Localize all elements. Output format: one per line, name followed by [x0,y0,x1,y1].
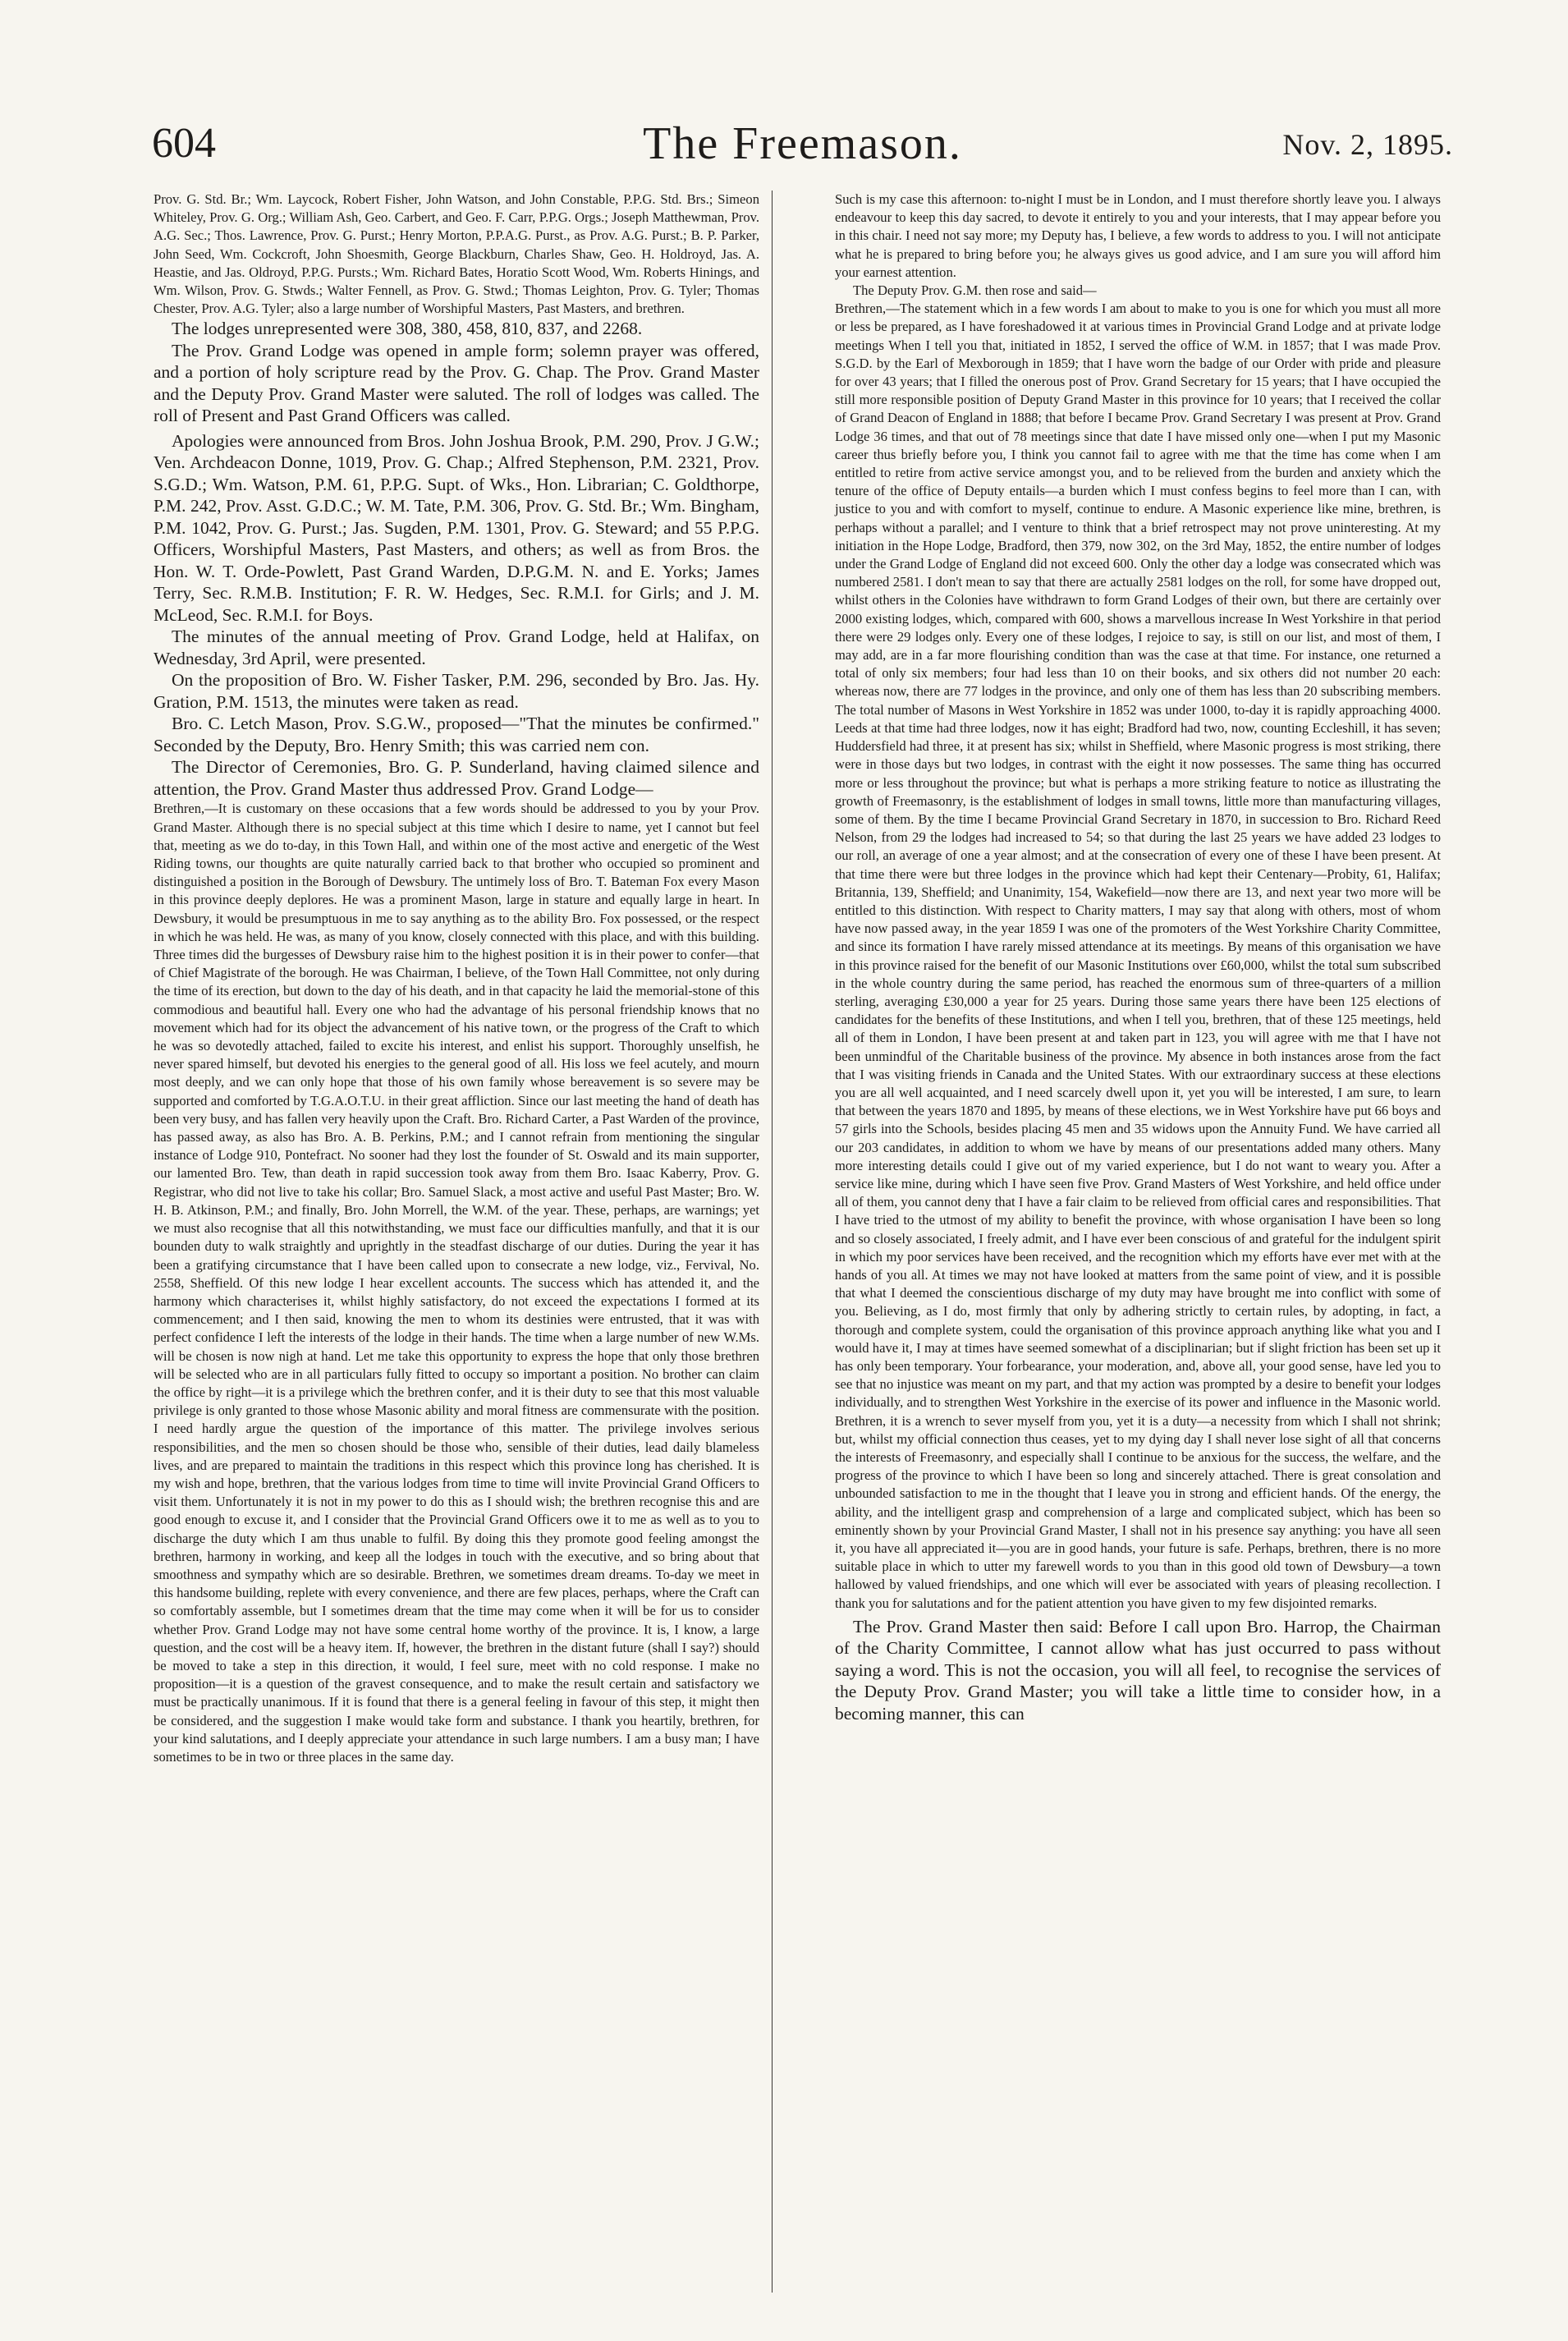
issue-date: Nov. 2, 1895. [1282,128,1453,161]
left-column [154,190,759,1766]
page-header [152,115,1453,172]
column-divider [772,190,773,2293]
grand-master-address: Brethren,—It is customary on these occasions that a few words should be addressed to you by your Prov. Grand Master. Although there is no special subject at this time which I desire to name, yet I cannot but feel that, meeting as we do to-day, in this Town Hall, and within one of the most active and energetic of the West Riding towns, our thoughts are quite naturally carried back to that brother who occupied so prominent and distinguished a position in the Borough of Dewsbury. The untimely loss of Bro. T. Bateman Fox every Mason in this province deeply deplores. He was a prominent Mason, large in stature and equally large in heart. In Dewsbury, it would be presumptuous in me to say anything as to the ability Bro. Fox possessed, or the respect in which he was held. He was, as many of you know, closely connected with this place, and with this building. Three times did the burgesses of Dewsbury raise him to the highest position it is in their power to confer—that of Chief Magistrate of the borough. He was Chairman, I believe, of the Town Hall Committee, not only during the time of its erection, but down to the day of his death, and in that capacity he laid the memorial-stone of this commodious and beautiful hall. Every one who had the advantage of his personal friendship knows that no movement which had for its object the advancement of his native town, or the progress of the Craft to which he was so devotedly attached, failed to excite his interest, and enlist his support. Thoroughly unselfish, he never spared himself, but devoted his energies to the general good of all. His loss we feel acutely, and mourn most deeply, and we can only hope that those of his own family whose bereavement is so severe may be supported and comforted by T.G.A.O.T.U. in their great affliction. Since our last meeting the hand of death has been very busy, and has fallen very heavily upon the Craft. Bro. Richard Carter, a Past Warden of the province, has passed away, as also has Bro. A. B. Perkins, P.M.; and I cannot refrain from mentioning the singular instance of Lodge 910, Pontefract. No sooner had they lost the founder of St. Oswald and its main supporter, our lamented Bro. Tew, than death in rapid succession took away from them Bro. Isaac Kaberry, Prov. G. Registrar, who did not live to take his collar; Bro. Samuel Slack, a most active and useful Past Master; Bro. W. H. B. Atkinson, P.M.; and finally, Bro. John Morrell, the W.M. of the year. These, perhaps, are warnings; yet we must also recognise that all this notwithstanding, we must face our difficulties manfully, and that it is our bounden duty to walk straightly and uprightly in the steadfast discharge of our duties. During the year it has been a gratifying circumstance that I have been called upon to consecrate a new lodge, viz., Fervival, No. 2558, Sheffield. Of this new lodge I hear excellent accounts. The success which has attended it, and the harmony which characterises it, whilst highly satisfactory, do not exceed the expectations I formed at its commencement; and I then said, knowing the men to whom its destinies were entrusted, that it was with perfect confidence I left the interests of the lodge in their hands. The time when a large number of new W.Ms. will be chosen is now nigh at hand. Let me take this opportunity to express the hope that only those brethren will be selected who are in all particulars fully fitted to occupy so important a position. No brother can claim the office by right—it is a privilege which the brethren confer, and it is their duty to see that this most valuable privilege is only granted to those whose Masonic ability and moral fitness are commensurate with the position. I need hardly argue the question of the importance of this matter. The privilege involves serious responsibilities, and the men so chosen should be those who, sensible of their duties, lead daily blameless lives, and are prepared to maintain the traditions in this respect which this province long has cherished. It is my wish and hope, brethren, that the various lodges from time to time will invite Provincial Grand Officers to visit them. Unfortunately it is not in my power to do this as I should wish; the brethren recognise this and are good enough to excuse it, and I consider that the Provincial Grand Officers owe it to me as well as to you to discharge the duty which I am thus unable to fulfil. By doing this they promote good feeling amongst the brethren, harmony in working, and keep all the lodges in touch with the executive, and so bring about that smoothness and sympathy which are so desirable. Brethren, we sometimes dream dreams. To-day we meet in this handsome building, replete with every convenience, and there are few places, perhaps, where the Craft can so comfortably assemble, but I sometimes dream that the time may come when it will be for us to consider whether Prov. Grand Lodge may not have some central home worthy of the province. It is, I know, a large question, and the cost will be a heavy item. If, however, the brethren in the distant future (shall I say?) should be moved to take a step in this direction, it would, I feel sure, meet with no cold response. I make no proposition—it is a question of the gravest consequence, and to make the result certain and satisfactory we must be practically unanimous. If it is found that there is a general feeling in favour of this step, it might then be considered, and the suggestion I make would take form and substance. I thank you heartily, brethren, for your kind salutations, and I deeply appreciate your attendance in such large numbers. I am a busy man; I have sometimes to be in two or three places in the same day. [154,801,759,1765]
minutes-paragraph: The minutes of the annual meeting of Prov. Grand Lodge, held at Halifax, on Wednesday, 3rd April, were presented. [154,627,759,668]
address-continuation: Such is my case this afternoon: to-night I must be in London, and I must therefore shortly leave you. I always endeavour to keep this day sacred, to devote it entirely to you and your interests, that I may appear before you in this chair. I need not say more; my Deputy has, I believe, a few words to address to you. I will not anticipate what he is prepared to bring before you; he always gives us good advice, and I am sure you will afford him your earnest attention. [835,191,1441,280]
director-paragraph: The Director of Ceremonies, Bro. G. P. Sunderland, having claimed silence and attention, the Prov. Grand Master thus addressed Prov. Grand Lodge— [154,757,759,799]
deputy-intro: The Deputy Prov. G.M. then rose and said— [853,282,1097,299]
right-column [835,190,1441,1724]
closing-paragraph: The Prov. Grand Master then said: Before I call upon Bro. Harrop, the Chairman of the Charity Committee, I cannot allow what has just occurred to pass without saying a word. This is not the occasion, you will all feel, to recognise the services of the Deputy Prov. Grand Master; you will take a little time to consider how, in a becoming manner, this can [835,1616,1441,1724]
apologies-paragraph: Apologies were announced from Bros. John Joshua Brook, P.M. 290, Prov. J G.W.; Ven. Archdeacon Donne, 1019, Prov. G. Chap.; Alfred Stephenson, P.M. 2321, Prov. S.G.D.; Wm. Watson, P.M. 61, P.P.G. Supt. of Wks., Hon. Librarian; C. Goldthorpe, P.M. 242, Prov. Asst. G.D.C.; W. M. Tate, P.M. 306, Prov. G. Std. Br.; Wm. Bingham, P.M. 1042, Prov. G. Purst.; Jas. Sugden, P.M. 1301, Prov. G. Steward; and 55 P.P.G. Officers, Worshipful Masters, Past Masters, and others; as well as from Bros. the Hon. W. T. Orde-Powlett, Past Grand Warden, D.P.G.M. N. and E. Yorks; James Terry, Sec. R.M.B. Institution; F. R. W. Hedges, Sec. R.M.I. for Girls; and J. M. McLeod, Sec. R.M.I. for Boys. [154,430,759,625]
opening-paragraph: The Prov. Grand Lodge was opened in ample form; solemn prayer was offered, and a portion of holy scripture read by the Prov. G. Chap. The Prov. Grand Master and the Deputy Prov. Grand Master were saluted. The roll of lodges was called. The roll of Present and Past Grand Officers was called. [154,340,759,426]
officers-list: Prov. G. Std. Br.; Wm. Laycock, Robert Fisher, John Watson, and John Constable, P.P.G. Std. Brs.; Simeon Whiteley, Prov. G. Org.; William Ash, Geo. Carbert, and Geo. F. Carr, P.P.G. Orgs.; Joseph Matthewman, Prov. A.G. Sec.; Thos. Lawrence, Prov. G. Purst.; Henry Morton, P.P.A.G. Purst., as Prov. A.G. Purst.; B. P. Parker, John Seed, Wm. Cockcroft, John Shoesmith, George Blackburn, Charles Shaw, Geo. H. Holdroyd, Jas. A. Heastie, and Jas. Oldroyd, P.P.G. Pursts.; Wm. Richard Bates, Horatio Scott Wood, Wm. Roberts Hinings, and Wm. Wilson, Prov. G. Stwds.; Walter Fennell, as Prov. G. Stwd.; Thomas Leighton, Prov. G. Tyler; Thomas Chester, Prov. A.G. Tyler; also a large number of Worshipful Masters, Past Masters, and brethren. [154,191,759,317]
confirmation-paragraph: Bro. C. Letch Mason, Prov. S.G.W., proposed—"That the minutes be confirmed." Seconded by the Deputy, Bro. Henry Smith; this was carried nem con. [154,714,759,755]
deputy-speech: Brethren,—The statement which in a few words I am about to make to you is one for which you must all more or less be prepared, as I have foreshadowed it at various times in Provincial Grand Lodge and at private lodge meetings When I tell you that, initiated in 1852, I served the office of W.M. in 1857; that I was made Prov. S.G.D. by the Earl of Mexborough in 1859; that I have worn the badge of our Order with pride and pleasure for over 43 years; that I filled the onerous post of Prov. Grand Secretary for 15 years; that I have occupied the still more responsible position of Deputy Grand Master in this province for 10 years; that I received the collar of Grand Deacon of England in 1888; that before I became Prov. Grand Secretary I was present at Prov. Grand Lodge 36 times, and that out of 78 meetings since that date I have missed only one—when I put my Masonic career thus briefly before you, I think you cannot fail to agree with me that the time has come when I am entitled to retire from active service amongst you, and to be relieved from the burden and anxiety which the tenure of the office of Deputy entails—a burden which I must confess begins to feel more than I can, with justice to you and with comfort to myself, continue to endure. A Masonic experience like mine, brethren, is perhaps without a parallel; and I venture to think that a brief retrospect may not prove uninteresting. At my initiation in the Hope Lodge, Bradford, then 379, now 302, on the 3rd May, 1852, the entire number of lodges under the Grand Lodge of England did not exceed 600. Only the other day a lodge was consecrated which was numbered 2581. I don't mean to say that there are actually 2581 lodges on the roll, for some have dropped out, whilst others in the Colonies have withdrawn to form Grand Lodges of their own, but there are certainly over 2000 existing lodges, which, compared with 600, shows a marvellous increase In West Yorkshire in that period there were 29 lodges only. Every one of these lodges, I rejoice to say, is still on our list, and most of them, I may add, are in a far more flourishing condition than was the case at that time. For instance, one returned a total of only six members; four had less than 10 on their books, and six others did not number 20 each: whereas now, there are 77 lodges in the province, and only one of them has less than 20 subscribing members. The total number of Masons in West Yorkshire in 1852 was under 1000, to-day it is rapidly approaching 4000. Leeds at that time had three lodges, now it has eight; Bradford had two, now, counting Eccleshill, it has seven; Huddersfield had three, it at present has six; whilst in Sheffield, where Masonic progress is most striking, there were in those days but two lodges, in contrast with the eight it now possesses. The same thing has occurred more or less throughout the province; but what is perhaps a more striking feature to notice as illustrating the growth of Freemasonry, is the establishment of lodges in small towns, little more than manufacturing villages, some of them. By the time I became Provincial Grand Secretary in 1870, in succession to Bro. Richard Reed Nelson, from 29 the lodges had increased to 54; so that during the last 25 years we have added 23 lodges to our roll, an average of one a year almost; and at the consecration of every one of these I have been present. At that time there were but three lodges in the province which had kept their Centenary—Probity, 61, Halifax; Britannia, 139, Sheffield; and Unanimity, 154, Wakefield—now there are 13, and next year two more will be entitled to this distinction. With respect to Charity matters, I may say that along with others, most of whom have now passed away, in the year 1859 I was one of the promoters of the West Yorkshire Charity Committee, and since its formation I have rarely missed attendance at its meetings. By means of this organisation we have in this province raised for the benefit of our Masonic Institutions over £60,000, whilst the total sum subscribed in the whole country during the same period, has reached the enormous sum of three-quarters of a million sterling, averaging £30,000 a year for 25 years. During those same years there have been 125 elections of candidates for the benefits of these Institutions, and when I tell you, brethren, that of these 125 meetings, held all of them in London, I have been present at and taken part in 123, you will agree with me that I have not been unmindful of the Charitable business of the province. My absence in both instances arose from the fact that I was visiting friends in Canada and the United States. With our extraordinary success at these elections you are all well acquainted, and I need scarcely dwell upon it, yet you will be interested, I am sure, to learn that between the years 1870 and 1895, by means of these elections, we in West Yorkshire have put 66 boys and 57 girls into the Schools, besides placing 45 men and 35 widows upon the Annuity Fund. We have carried all our 203 candidates, in addition to whom we have by means of our presentations added many others. Many more interesting details could I give out of my varied experience, but I do not want to weary you. After a service like mine, during which I have seen five Prov. Grand Masters of West Yorkshire, and held office under all of them, you cannot deny that I have a fair claim to be relieved from official cares and responsibilities. That I have tried to the utmost of my ability to benefit the province, with whose organisation I have been so long and so closely associated, I freely admit, and I have ever been conscious of and grateful for the indulgent spirit in which my poor services have been received, and the recognition which my efforts have ever met with at the hands of you all. At times we may not have looked at matters from the same point of view, and it is possible that what I deemed the conscientious discharge of my duty may have brought me into conflict with some of you. Believing, as I do, most firmly that only by adhering strictly to certain rules, by adopting, in fact, a thorough and complete system, could the organisation of this province approach anything like what you and I would have it, I may at times have seemed somewhat of a disciplinarian; but if slight friction has been set up it has only been temporary. Your forbearance, your moderation, and, above all, your good sense, have led you to see that no injustice was meant on my part, and that my action was prompted by a desire to benefit your lodges individually, and to strengthen West Yorkshire in the exercise of its power and influence in the Masonic world. Brethren, it is a wrench to sever myself from you, yet it is a duty—a necessity from which I shall not shrink; but, whilst my official connection thus ceases, yet to my dying day I shall never lose sight of all that concerns the interests of Freemasonry, and especially shall I continue to be anxious for the success, the welfare, and the progress of the province to which I have been so long and sincerely attached. There is great consolation and unbounded satisfaction to me in the thought that I leave you in strong and efficient hands. Of the energy, the ability, and the intelligent grasp and comprehension of a large and complicated subject, which has been so eminently shown by your Provincial Grand Master, I shall not in his presence say anything: you have all seen it, you have all appreciated it—you are in good hands, your future is safe. Perhaps, brethren, there is no more suitable place in which to utter my farewell words to you than in this good old town of Dewsbury—a town hallowed by valued friendships, and one which will ever be associated with years of pleasing recollection. I thank you for salutations and for the patient attention you have given to my few disjointed remarks. [835,301,1441,1611]
unrepresented-lodges: The lodges unrepresented were 308, 380, 458, 810, 837, and 2268. [172,319,643,339]
proposition-paragraph: On the proposition of Bro. W. Fisher Tasker, P.M. 296, seconded by Bro. Jas. Hy. Gration, P.M. 1513, the minutes were taken as read. [154,670,759,712]
masthead: The Freemason. [643,118,962,169]
page-number: 604 [152,120,216,167]
